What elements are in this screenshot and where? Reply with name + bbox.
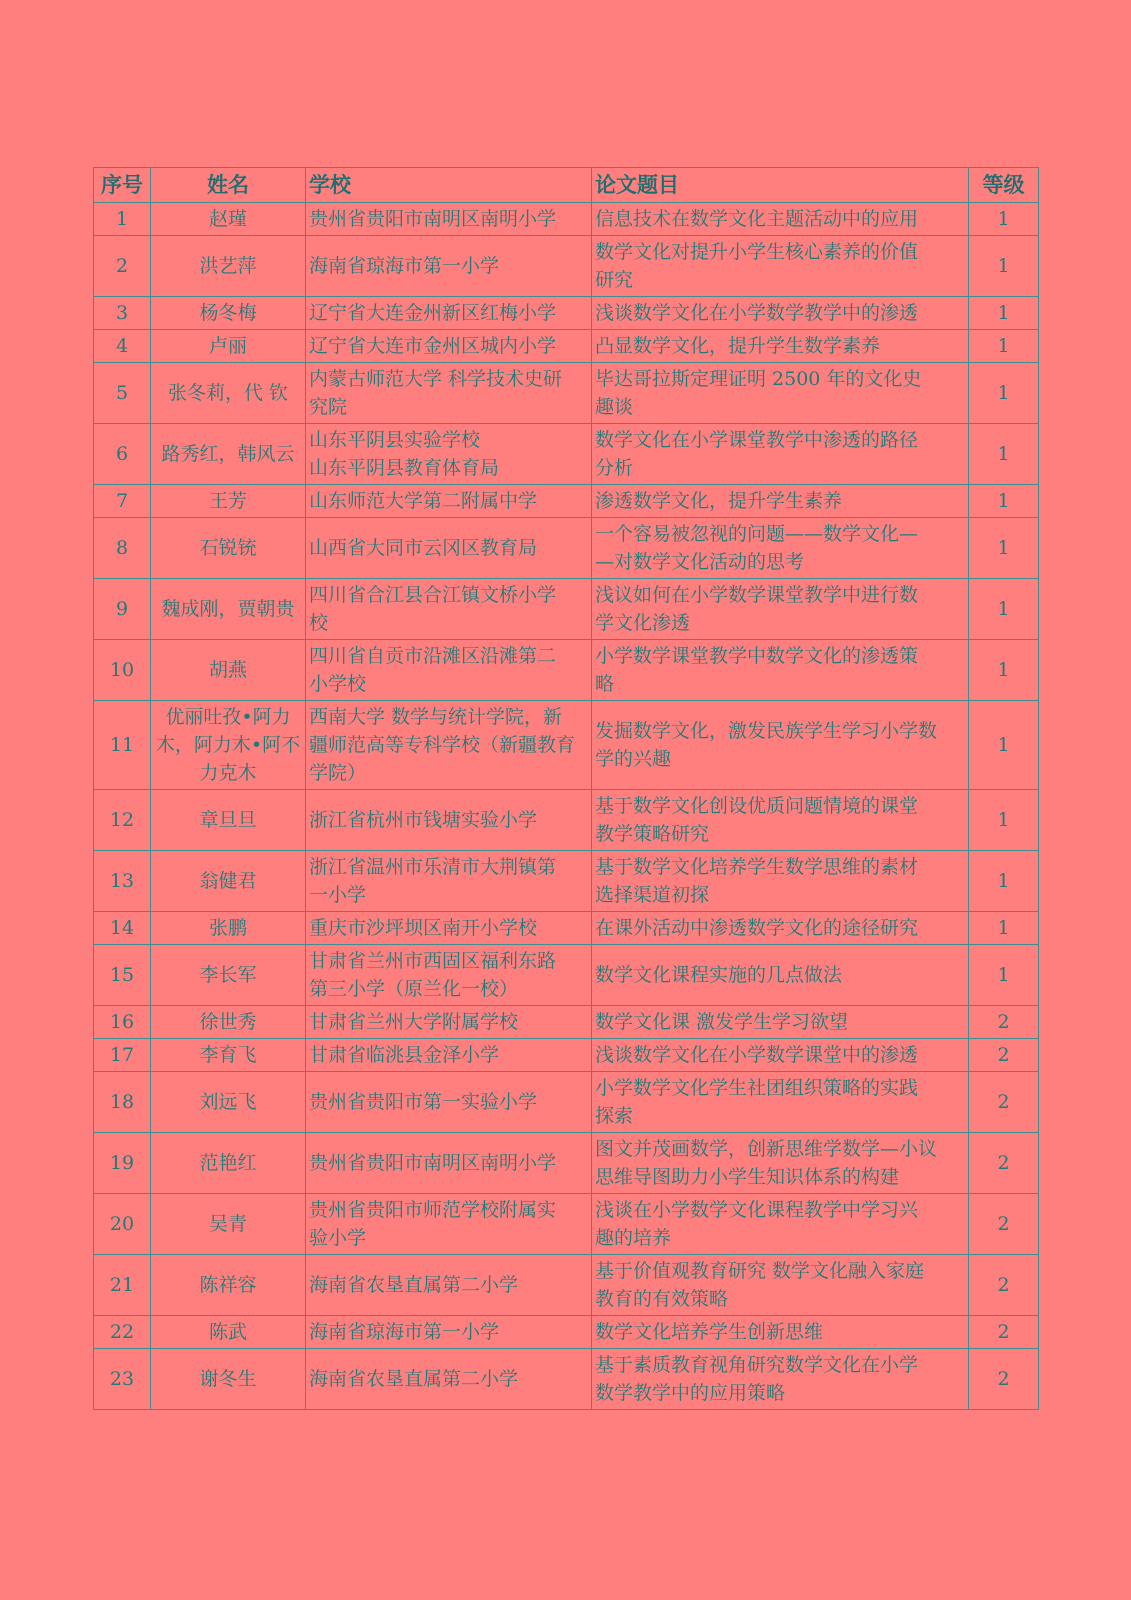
cell-paper-title-line: 选择渠道初探 [595, 884, 710, 906]
cell-paper-title [592, 1039, 969, 1072]
cell-school-line: 四川省合江县合江镇文桥小学 [309, 584, 557, 606]
cell-name [151, 1194, 306, 1255]
table-row [94, 579, 1039, 640]
cell-paper-title-line: 教学策略研究 [595, 823, 710, 845]
cell-name [151, 485, 306, 518]
cell-name-line: 李育飞 [199, 1044, 257, 1066]
cell-school [306, 945, 592, 1006]
cell-name-line: 翁健君 [199, 870, 257, 892]
table-row [94, 1039, 1039, 1072]
cell-school-line: 第三小学（原兰化一校） [309, 978, 519, 1000]
cell-name [151, 945, 306, 1006]
cell-paper-title [592, 1072, 969, 1133]
cell-school-line: 海南省农垦直属第二小学 [309, 1368, 519, 1390]
cell-school [306, 203, 592, 236]
cell-name [151, 424, 306, 485]
cell-serial-number: 8 [94, 518, 151, 579]
cell-paper-title-line: 基于数学文化培养学生数学思维的素材 [595, 856, 919, 878]
cell-school-line: 验小学 [309, 1227, 367, 1249]
table-row [94, 297, 1039, 330]
award-list-sheet [93, 167, 1038, 1410]
cell-name [151, 912, 306, 945]
cell-school [306, 912, 592, 945]
cell-name [151, 518, 306, 579]
cell-school [306, 330, 592, 363]
header-school: 学校 [306, 168, 592, 203]
cell-grade: 1 [969, 363, 1039, 424]
cell-school-line: 学院） [309, 762, 367, 784]
cell-paper-title-line: 小学数学文化学生社团组织策略的实践 [595, 1077, 919, 1099]
cell-school-line: 贵州省贵阳市南明区南明小学 [309, 1152, 557, 1174]
cell-school-line: 贵州省贵阳市师范学校附属实 [309, 1199, 557, 1221]
cell-name [151, 701, 306, 790]
table-row [94, 1194, 1039, 1255]
cell-paper-title [592, 701, 969, 790]
cell-serial-number: 14 [94, 912, 151, 945]
cell-serial-number: 2 [94, 236, 151, 297]
cell-paper-title-line: 浅谈在小学数学文化课程教学中学习兴 [595, 1199, 919, 1221]
cell-grade: 1 [969, 485, 1039, 518]
cell-paper-title-line: 浅议如何在小学数学课堂教学中进行数 [595, 584, 919, 606]
cell-grade: 1 [969, 640, 1039, 701]
cell-name-line: 谢冬生 [199, 1368, 257, 1390]
cell-school-line: 小学校 [309, 673, 367, 695]
cell-paper-title-line: 凸显数学文化，提升学生数学素养 [595, 335, 881, 357]
cell-paper-title-line: 数学文化对提升小学生核心素养的价值 [595, 241, 919, 263]
cell-serial-number: 7 [94, 485, 151, 518]
cell-paper-title [592, 485, 969, 518]
cell-paper-title [592, 640, 969, 701]
table-row [94, 640, 1039, 701]
cell-school [306, 1349, 592, 1410]
cell-grade: 1 [969, 851, 1039, 912]
header-grade: 等级 [969, 168, 1039, 203]
header-paper-title: 论文题目 [592, 168, 969, 203]
cell-paper-title [592, 1255, 969, 1316]
cell-name-line: 路秀红，韩风云 [161, 443, 295, 465]
cell-name [151, 203, 306, 236]
cell-paper-title [592, 1316, 969, 1349]
cell-serial-number: 18 [94, 1072, 151, 1133]
cell-paper-title-line: 数学教学中的应用策略 [595, 1382, 786, 1404]
cell-paper-title-line: 学的兴趣 [595, 748, 672, 770]
cell-name-line: 王芳 [208, 490, 247, 512]
cell-name [151, 330, 306, 363]
table-row [94, 485, 1039, 518]
cell-school-line: 甘肃省兰州大学附属学校 [309, 1011, 519, 1033]
cell-serial-number: 15 [94, 945, 151, 1006]
cell-paper-title [592, 518, 969, 579]
cell-paper-title-line: —对数学文化活动的思考 [595, 551, 805, 573]
cell-paper-title [592, 203, 969, 236]
cell-serial-number: 13 [94, 851, 151, 912]
cell-paper-title-line: 略 [595, 673, 615, 695]
table-row [94, 1316, 1039, 1349]
cell-school-line: 重庆市沙坪坝区南开小学校 [309, 917, 538, 939]
cell-serial-number: 1 [94, 203, 151, 236]
cell-paper-title-line: 渗透数学文化，提升学生素养 [595, 490, 843, 512]
table-row [94, 912, 1039, 945]
cell-serial-number: 19 [94, 1133, 151, 1194]
cell-school-line: 山东平阴县实验学校 [309, 429, 481, 451]
cell-name-line: 章旦旦 [199, 809, 257, 831]
cell-school-line: 海南省琼海市第一小学 [309, 255, 500, 277]
cell-grade: 2 [969, 1006, 1039, 1039]
cell-paper-title-line: 趣的培养 [595, 1227, 672, 1249]
cell-school-line: 海南省农垦直属第二小学 [309, 1274, 519, 1296]
cell-paper-title [592, 424, 969, 485]
cell-paper-title-line: 数学文化课 激发学生学习欲望 [595, 1011, 849, 1033]
cell-grade: 1 [969, 701, 1039, 790]
cell-paper-title-line: 教育的有效策略 [595, 1288, 729, 1310]
cell-serial-number: 9 [94, 579, 151, 640]
cell-school-line: 内蒙古师范大学 科学技术史研 [309, 368, 563, 390]
cell-grade: 2 [969, 1039, 1039, 1072]
cell-grade: 2 [969, 1316, 1039, 1349]
cell-paper-title [592, 1133, 969, 1194]
cell-grade: 1 [969, 912, 1039, 945]
cell-name-line: 徐世秀 [199, 1011, 257, 1033]
cell-name [151, 640, 306, 701]
cell-serial-number: 17 [94, 1039, 151, 1072]
cell-name [151, 1349, 306, 1410]
header-serial-number: 序号 [94, 168, 151, 203]
cell-name-line: 李长军 [199, 964, 257, 986]
cell-school [306, 640, 592, 701]
cell-paper-title-line: 浅谈数学文化在小学数学教学中的渗透 [595, 302, 919, 324]
cell-school-line: 校 [309, 612, 329, 634]
cell-serial-number: 16 [94, 1006, 151, 1039]
cell-serial-number: 21 [94, 1255, 151, 1316]
cell-paper-title [592, 851, 969, 912]
cell-serial-number: 10 [94, 640, 151, 701]
cell-paper-title-line: 发掘数学文化，激发民族学生学习小学数 [595, 720, 938, 742]
cell-grade: 1 [969, 945, 1039, 1006]
cell-school [306, 1072, 592, 1133]
cell-grade: 2 [969, 1133, 1039, 1194]
cell-paper-title-line: 趣谈 [595, 396, 634, 418]
cell-school [306, 297, 592, 330]
cell-paper-title-line: 基于价值观教育研究 数学文化融入家庭 [595, 1260, 925, 1282]
cell-paper-title-line: 基于数学文化创设优质问题情境的课堂 [595, 795, 919, 817]
cell-paper-title [592, 1006, 969, 1039]
cell-serial-number: 6 [94, 424, 151, 485]
cell-school-line: 山东师范大学第二附属中学 [309, 490, 538, 512]
cell-name [151, 790, 306, 851]
cell-name-line: 陈祥容 [199, 1274, 257, 1296]
table-row [94, 1006, 1039, 1039]
cell-grade: 1 [969, 579, 1039, 640]
cell-paper-title [592, 790, 969, 851]
cell-name-line: 洪艺萍 [199, 255, 257, 277]
cell-name-line: 卢丽 [208, 335, 247, 357]
cell-name-line: 杨冬梅 [199, 302, 257, 324]
cell-school-line: 海南省琼海市第一小学 [309, 1321, 500, 1343]
cell-paper-title-line: 图文并茂画数学，创新思维学数学—小议 [595, 1138, 938, 1160]
cell-school-line: 究院 [309, 396, 348, 418]
cell-paper-title [592, 330, 969, 363]
cell-grade: 1 [969, 424, 1039, 485]
cell-school [306, 701, 592, 790]
table-row [94, 1133, 1039, 1194]
cell-school [306, 1039, 592, 1072]
cell-paper-title-line: 学文化渗透 [595, 612, 691, 634]
cell-grade: 2 [969, 1072, 1039, 1133]
cell-name-line: 木，阿力木•阿不 [155, 734, 301, 756]
cell-school [306, 579, 592, 640]
cell-school [306, 1316, 592, 1349]
cell-serial-number: 5 [94, 363, 151, 424]
cell-school-line: 山西省大同市云冈区教育局 [309, 537, 538, 559]
cell-school [306, 363, 592, 424]
cell-grade: 1 [969, 297, 1039, 330]
cell-grade: 2 [969, 1255, 1039, 1316]
cell-serial-number: 11 [94, 701, 151, 790]
cell-name-line: 优丽吐孜•阿力 [165, 706, 291, 728]
table-row [94, 851, 1039, 912]
cell-serial-number: 20 [94, 1194, 151, 1255]
cell-paper-title-line: 在课外活动中渗透数学文化的途径研究 [595, 917, 919, 939]
cell-grade: 2 [969, 1349, 1039, 1410]
cell-name-line: 吴青 [208, 1213, 247, 1235]
cell-name [151, 1316, 306, 1349]
table-body [94, 203, 1039, 1410]
cell-school-line: 浙江省杭州市钱塘实验小学 [309, 809, 538, 831]
cell-name [151, 1039, 306, 1072]
cell-name [151, 1255, 306, 1316]
cell-paper-title [592, 579, 969, 640]
cell-grade: 1 [969, 790, 1039, 851]
cell-name [151, 236, 306, 297]
cell-school-line: 甘肃省兰州市西固区福利东路 [309, 950, 557, 972]
cell-serial-number: 3 [94, 297, 151, 330]
cell-paper-title [592, 912, 969, 945]
cell-school [306, 1133, 592, 1194]
cell-school-line: 山东平阴县教育体育局 [309, 457, 500, 479]
table-row [94, 1072, 1039, 1133]
cell-serial-number: 22 [94, 1316, 151, 1349]
cell-paper-title-line: 基于素质教育视角研究数学文化在小学 [595, 1354, 919, 1376]
cell-paper-title [592, 363, 969, 424]
cell-paper-title [592, 945, 969, 1006]
cell-name-line: 石锐铳 [199, 537, 257, 559]
table-row [94, 1349, 1039, 1410]
cell-grade: 2 [969, 1194, 1039, 1255]
cell-name-line: 胡燕 [208, 659, 247, 681]
cell-name-line: 范艳红 [199, 1152, 257, 1174]
cell-school [306, 1194, 592, 1255]
cell-paper-title-line: 浅谈数学文化在小学数学课堂中的渗透 [595, 1044, 919, 1066]
cell-name-line: 刘远飞 [199, 1091, 257, 1113]
cell-paper-title-line: 信息技术在数学文化主题活动中的应用 [595, 208, 919, 230]
table-row [94, 363, 1039, 424]
cell-serial-number: 12 [94, 790, 151, 851]
cell-school-line: 贵州省贵阳市南明区南明小学 [309, 208, 557, 230]
cell-paper-title-line: 研究 [595, 269, 634, 291]
cell-paper-title-line: 数学文化课程实施的几点做法 [595, 964, 843, 986]
cell-school-line: 甘肃省临洮县金泽小学 [309, 1044, 500, 1066]
cell-school-line: 浙江省温州市乐清市大荆镇第 [309, 856, 557, 878]
cell-paper-title-line: 数学文化在小学课堂教学中渗透的路径 [595, 429, 919, 451]
cell-paper-title-line: 一个容易被忽视的问题——数学文化— [595, 523, 919, 545]
table-row [94, 790, 1039, 851]
cell-serial-number: 4 [94, 330, 151, 363]
table-row [94, 236, 1039, 297]
cell-name [151, 363, 306, 424]
cell-paper-title [592, 297, 969, 330]
cell-school [306, 236, 592, 297]
cell-name-line: 赵瑾 [208, 208, 247, 230]
cell-school [306, 1255, 592, 1316]
cell-grade: 1 [969, 518, 1039, 579]
cell-paper-title-line: 数学文化培养学生创新思维 [595, 1321, 824, 1343]
cell-school [306, 485, 592, 518]
cell-name-line: 张鹏 [208, 917, 247, 939]
header-name: 姓名 [151, 168, 306, 203]
cell-name-line: 张冬莉，代 钦 [167, 382, 289, 404]
table-row [94, 518, 1039, 579]
cell-name-line: 陈武 [208, 1321, 247, 1343]
cell-school-line: 一小学 [309, 884, 367, 906]
cell-serial-number: 23 [94, 1349, 151, 1410]
cell-school-line: 贵州省贵阳市第一实验小学 [309, 1091, 538, 1113]
table-row [94, 1255, 1039, 1316]
cell-name-line: 力克木 [199, 762, 257, 784]
cell-school-line: 四川省自贡市沿滩区沿滩第二 [309, 645, 557, 667]
table-row [94, 203, 1039, 236]
cell-name [151, 297, 306, 330]
cell-name [151, 1072, 306, 1133]
table-row [94, 330, 1039, 363]
cell-school-line: 辽宁省大连市金州区城内小学 [309, 335, 557, 357]
cell-name [151, 579, 306, 640]
cell-paper-title-line: 思维导图助力小学生知识体系的构建 [595, 1166, 900, 1188]
cell-school-line: 疆师范高等专科学校（新疆教育 [309, 734, 576, 756]
cell-school [306, 424, 592, 485]
cell-paper-title-line: 小学数学课堂教学中数学文化的渗透策 [595, 645, 919, 667]
cell-name-line: 魏成刚，贾朝贵 [161, 598, 295, 620]
cell-grade: 1 [969, 330, 1039, 363]
table-header-row [94, 168, 1039, 203]
cell-name [151, 1006, 306, 1039]
table-row [94, 701, 1039, 790]
cell-paper-title [592, 1349, 969, 1410]
award-table [93, 167, 1039, 1410]
cell-name [151, 1133, 306, 1194]
cell-paper-title-line: 毕达哥拉斯定理证明 2500 年的文化史 [595, 368, 922, 390]
cell-paper-title-line: 分析 [595, 457, 634, 479]
table-row [94, 945, 1039, 1006]
cell-school-line: 辽宁省大连金州新区红梅小学 [309, 302, 557, 324]
cell-school [306, 518, 592, 579]
cell-paper-title-line: 探索 [595, 1105, 634, 1127]
cell-school [306, 790, 592, 851]
cell-paper-title [592, 1194, 969, 1255]
cell-grade: 1 [969, 236, 1039, 297]
cell-school [306, 851, 592, 912]
cell-grade: 1 [969, 203, 1039, 236]
table-row [94, 424, 1039, 485]
cell-name [151, 851, 306, 912]
cell-school-line: 西南大学 数学与统计学院，新 [309, 706, 563, 728]
cell-paper-title [592, 236, 969, 297]
cell-school [306, 1006, 592, 1039]
